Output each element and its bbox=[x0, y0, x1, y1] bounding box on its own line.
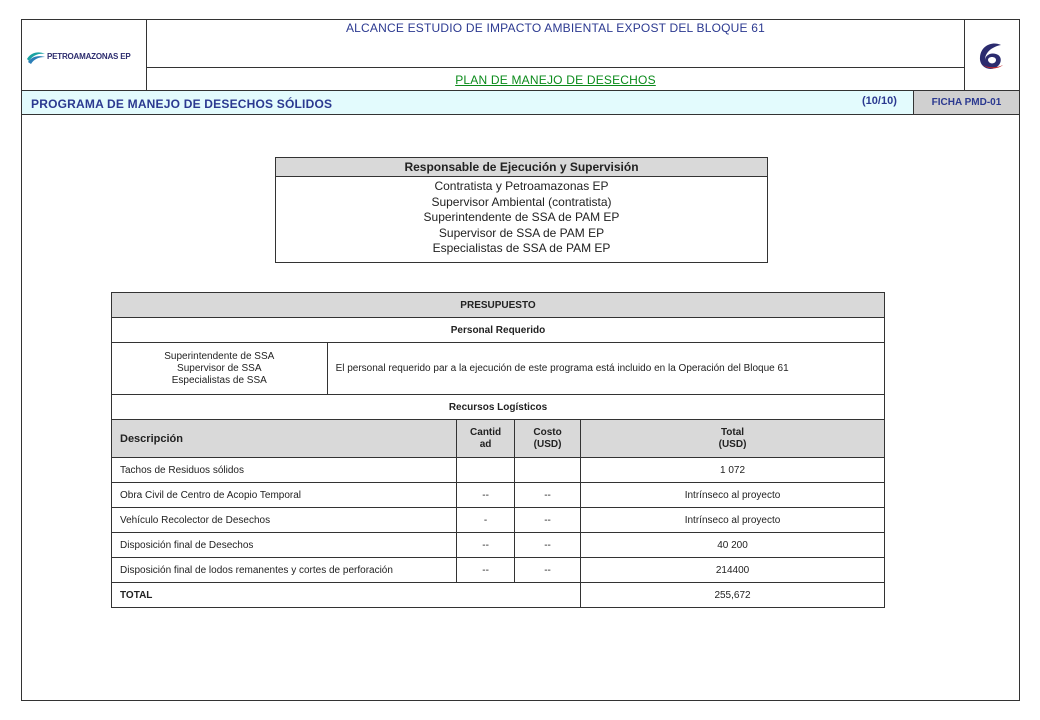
row-description: Vehículo Recolector de Desechos bbox=[112, 508, 457, 533]
row-quantity: - bbox=[457, 508, 515, 533]
total-label: TOTAL bbox=[112, 583, 581, 608]
document-subtitle: PLAN DE MANEJO DE DESECHOS bbox=[455, 73, 656, 87]
document-frame bbox=[21, 19, 1020, 701]
logistics-heading: Recursos Logísticos bbox=[112, 395, 885, 420]
column-header-quantity: Cantid ad bbox=[457, 420, 515, 458]
table-row bbox=[112, 508, 885, 533]
row-quantity: -- bbox=[457, 483, 515, 508]
logo-cell bbox=[22, 20, 147, 91]
consultant-logo-icon bbox=[975, 39, 1009, 73]
table-row bbox=[112, 458, 885, 483]
program-name: PROGRAMA DE MANEJO DE DESECHOS SÓLIDOS bbox=[31, 97, 333, 111]
row-quantity: -- bbox=[457, 533, 515, 558]
responsable-item: Supervisor de SSA de PAM EP bbox=[438, 225, 605, 240]
responsable-item: Supervisor Ambiental (contratista) bbox=[431, 194, 612, 209]
personal-row bbox=[112, 343, 885, 395]
document-title: ALCANCE ESTUDIO DE IMPACTO AMBIENTAL EXPOST DEL BLOQUE 61 bbox=[147, 20, 964, 68]
responsable-heading: Responsable de Ejecución y Supervisión bbox=[276, 158, 767, 177]
personal-heading-row bbox=[112, 318, 885, 343]
budget-table bbox=[111, 292, 885, 608]
column-header-description: Descripción bbox=[112, 420, 457, 458]
row-cost: -- bbox=[515, 558, 581, 583]
responsable-box bbox=[275, 157, 768, 263]
row-cost: -- bbox=[515, 533, 581, 558]
row-description: Disposición final de lodos remanentes y cortes de perforación bbox=[112, 558, 457, 583]
logo-text: PETROAMAZONAS EP bbox=[47, 52, 131, 61]
logistics-column-header-row bbox=[112, 420, 885, 458]
budget-title: PRESUPUESTO bbox=[112, 293, 885, 318]
personal-heading: Personal Requerido bbox=[112, 318, 885, 343]
program-bar bbox=[22, 91, 1019, 115]
petroamazonas-logo-icon bbox=[25, 49, 47, 65]
row-total: 40 200 bbox=[581, 533, 885, 558]
company-logo bbox=[25, 49, 147, 65]
row-cost bbox=[515, 458, 581, 483]
table-row bbox=[112, 558, 885, 583]
column-header-total: Total (USD) bbox=[581, 420, 885, 458]
row-cost: -- bbox=[515, 508, 581, 533]
row-description: Obra Civil de Centro de Acopio Temporal bbox=[112, 483, 457, 508]
row-quantity: -- bbox=[457, 558, 515, 583]
logistics-heading-row bbox=[112, 395, 885, 420]
column-header-cost: Costo (USD) bbox=[515, 420, 581, 458]
consultant-mark-cell bbox=[964, 20, 1019, 91]
row-description: Disposición final de Desechos bbox=[112, 533, 457, 558]
title-cell bbox=[147, 20, 964, 91]
responsable-item: Contratista y Petroamazonas EP bbox=[434, 179, 609, 193]
personal-role: Superintendente de SSA bbox=[164, 350, 275, 362]
table-row bbox=[112, 483, 885, 508]
total-value: 255,672 bbox=[581, 583, 885, 608]
table-row bbox=[112, 533, 885, 558]
row-total: Intrínseco al proyecto bbox=[581, 483, 885, 508]
personal-role: Supervisor de SSA bbox=[177, 362, 262, 374]
page-counter: (10/10) bbox=[862, 95, 897, 107]
row-total: 1 072 bbox=[581, 458, 885, 483]
document-header bbox=[22, 20, 1019, 91]
ficha-code: FICHA PMD-01 bbox=[913, 91, 1019, 114]
responsable-item: Especialistas de SSA de PAM EP bbox=[432, 241, 611, 255]
budget-title-row bbox=[112, 293, 885, 318]
personal-roles-cell bbox=[112, 343, 328, 395]
row-quantity bbox=[457, 458, 515, 483]
row-cost: -- bbox=[515, 483, 581, 508]
personal-note: El personal requerido par a la ejecución de este programa está incluido en la Operación del Bloque 61 bbox=[327, 343, 884, 395]
personal-role: Especialistas de SSA bbox=[171, 374, 267, 386]
row-description: Tachos de Residuos sólidos bbox=[112, 458, 457, 483]
total-row bbox=[112, 583, 885, 608]
row-total: 214400 bbox=[581, 558, 885, 583]
responsable-list bbox=[276, 177, 767, 257]
row-total: Intrínseco al proyecto bbox=[581, 508, 885, 533]
responsable-item: Superintendente de SSA de PAM EP bbox=[423, 210, 620, 224]
